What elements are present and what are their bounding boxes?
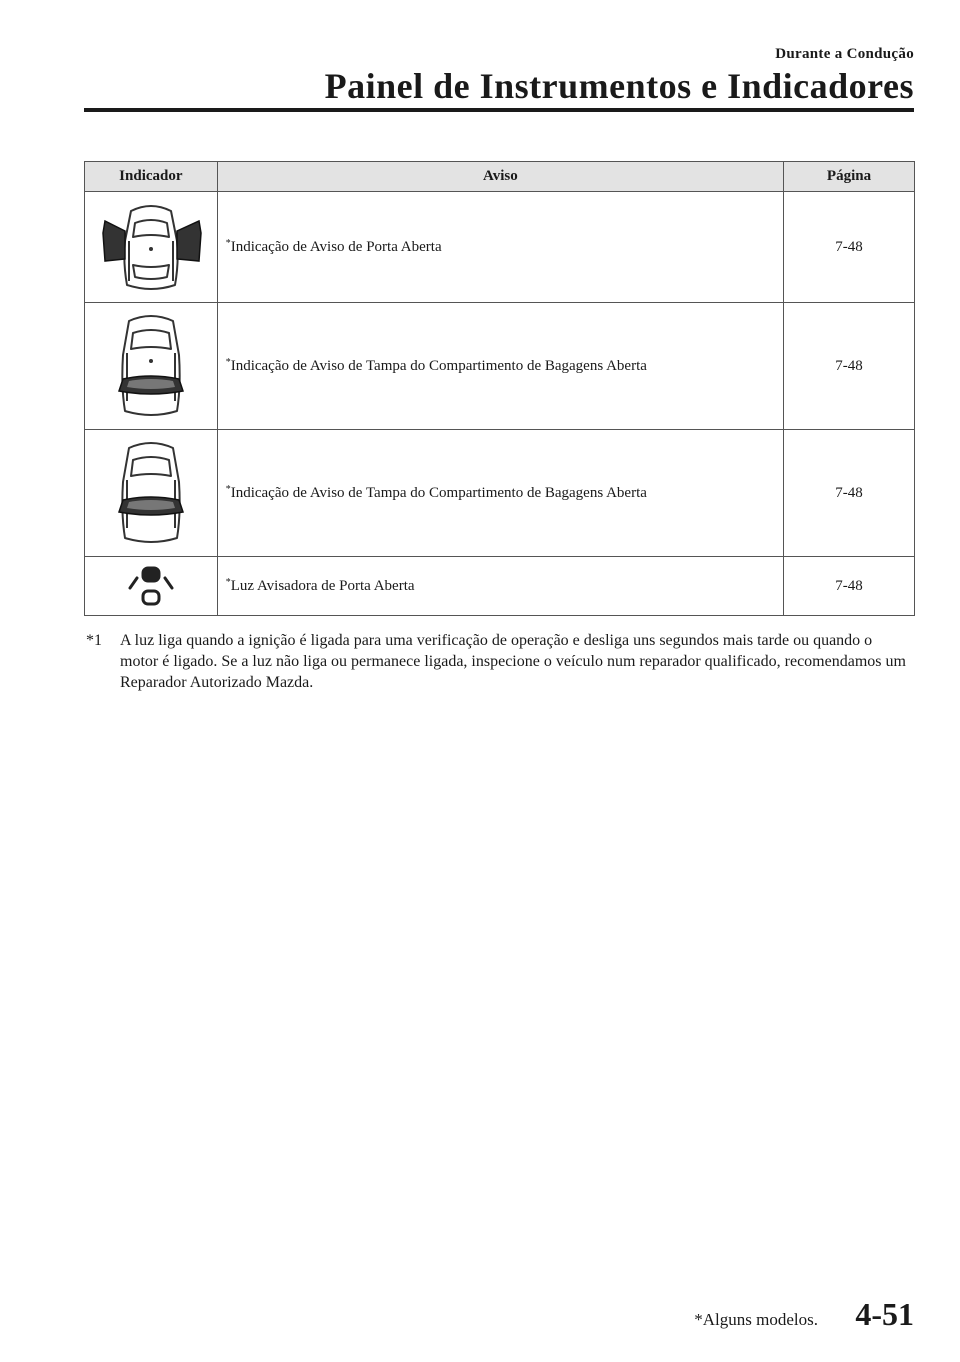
indicator-table [84, 161, 915, 616]
header-rule [84, 108, 914, 112]
asterisk: * [225, 238, 231, 249]
footnote-text: A luz liga quando a ignição é ligada para uma verificação de operação e desliga uns segundos mais tarde ou quando o motor é ligado. Se a luz não liga ou permanece ligada, inspecione o veículo num reparador qualificado, recomendamos um Reparador Autorizado Mazda. [120, 632, 906, 691]
warning-cell [217, 303, 783, 430]
asterisk: * [225, 484, 231, 495]
table-row [85, 192, 915, 303]
indicator-cell [85, 430, 218, 557]
footer-note: *Alguns modelos. [694, 1310, 818, 1329]
trunk-open-car-icon [111, 357, 191, 373]
indicator-cell [85, 557, 218, 616]
table-row [85, 430, 915, 557]
section-title: Durante a Condução [775, 46, 914, 62]
trunk-open-car-icon [111, 484, 191, 500]
page-reference: 7-48 [784, 557, 915, 616]
page-reference: 7-48 [784, 430, 915, 557]
warning-cell [217, 430, 783, 557]
page-title: Painel de Instrumentos e Indicadores [324, 66, 914, 106]
warning-text: Luz Avisadora de Porta Aberta [230, 578, 415, 594]
warning-text: Indicação de Aviso de Porta Aberta [230, 239, 442, 255]
header-indicator: Indicador [85, 162, 218, 192]
footnote [86, 630, 906, 693]
table-header-row [85, 162, 915, 192]
door-open-car-icon [97, 238, 205, 254]
indicator-cell [85, 192, 218, 303]
footnote-mark: *1 [86, 632, 102, 649]
warning-cell [217, 192, 783, 303]
table-row [85, 557, 915, 616]
header-warning: Aviso [217, 162, 783, 192]
warning-text: Indicação de Aviso de Tampa do Compartimento de Bagagens Aberta [230, 485, 647, 501]
header-page: Página [784, 162, 915, 192]
page-header [325, 46, 914, 107]
warning-cell [217, 557, 783, 616]
door-warning-light-icon [127, 577, 175, 593]
page-reference: 7-48 [784, 192, 915, 303]
page-reference: 7-48 [784, 303, 915, 430]
table-row [85, 303, 915, 430]
warning-text: Indicação de Aviso de Tampa do Compartimento de Bagagens Aberta [230, 358, 647, 374]
indicator-cell [85, 303, 218, 430]
page-number: 4-51 [855, 1296, 914, 1332]
asterisk: * [225, 577, 231, 588]
asterisk: * [225, 357, 231, 368]
